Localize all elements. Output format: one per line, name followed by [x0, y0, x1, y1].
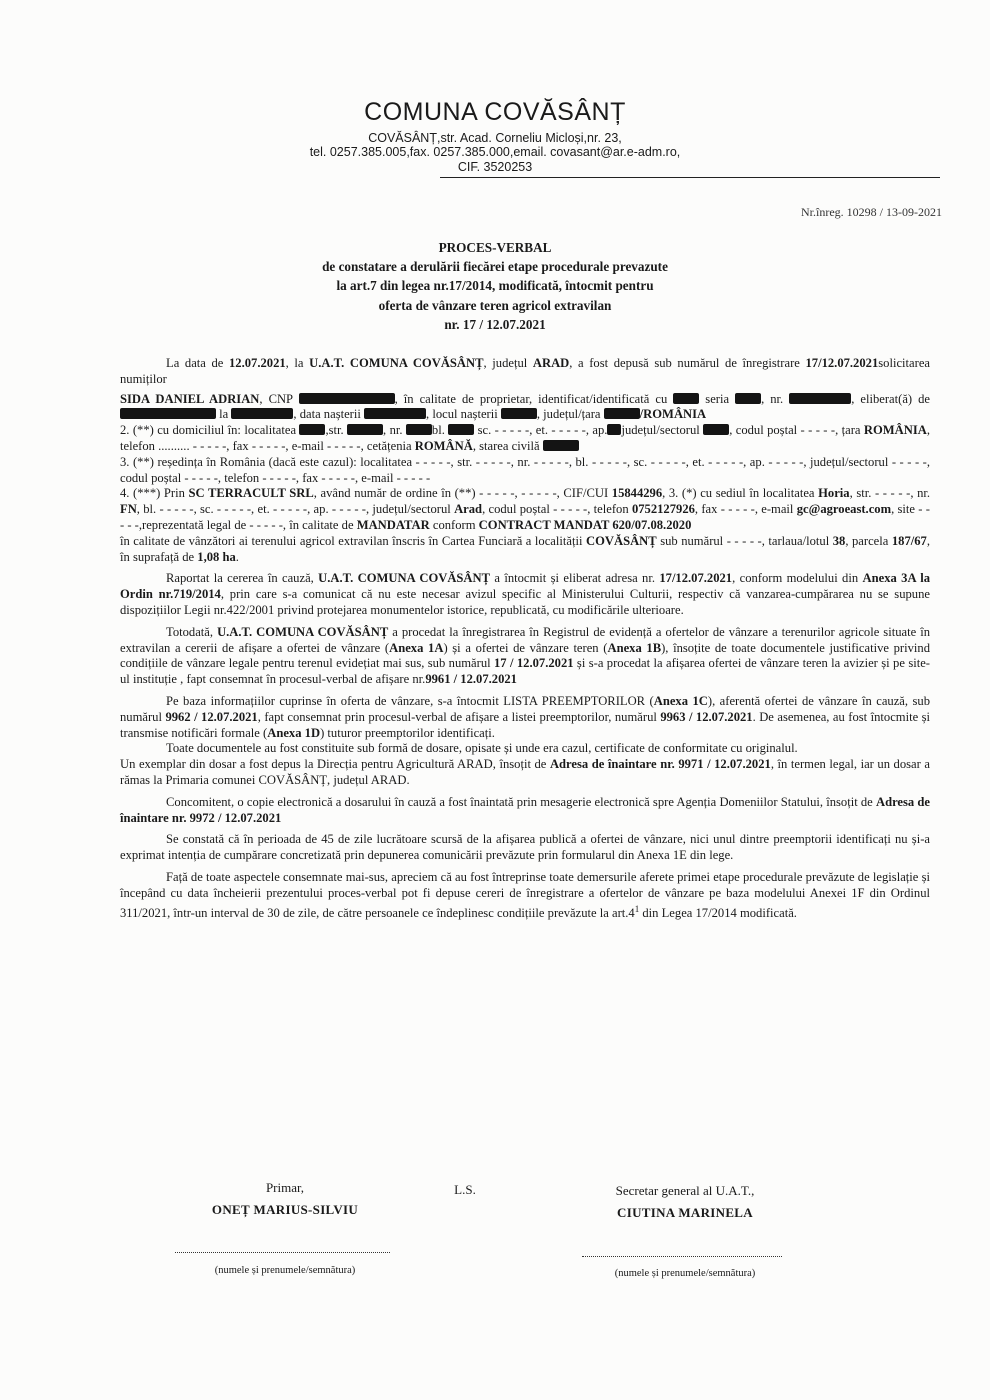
secretary-signature-block — [580, 1183, 790, 1221]
redaction-block — [604, 408, 640, 419]
registration-number: Nr.înreg. 10298 / 13-09-2021 — [801, 205, 942, 219]
redaction-block — [543, 440, 579, 451]
seal-placeholder: L.S. — [454, 1182, 476, 1197]
redaction-block — [299, 424, 325, 435]
paragraph-preemptors: Pe baza informațiilor cuprinse în oferta de vânzare, s-a întocmit LISTA PREEMPTORILOR (Anexa 1C), aferentă ofertei de vânzare în cauză, sub numărul 9962 / 12.07.2021, fapt consemnat prin procesul-verbal de afișare a listei preemptorilor, numărul 9963 / 12.07.2021. De asemenea, au fost întocmite și transmise notificări formale (Anexa 1D) tuturor preemptorilor identificați. — [120, 693, 931, 740]
redaction-block — [735, 393, 761, 404]
title-line-1: PROCES-VERBAL — [438, 240, 552, 255]
paragraph-land: în calitate de vânzători ai terenului agricol extravilan înscris în Cartea Funciară a localității COVĂSÂNȚ sub numărul - - - - -, tarlaua/lotul 38, parcela 187/67, în suprafață de 1,08 ha. — [120, 533, 931, 564]
document-title — [0, 238, 990, 334]
paragraph-registration: Totodată, U.A.T. COMUNA COVĂSÂNȚ a procedat la înregistrarea în Registrul de evidență a ofertelor de vânzare a terenurilor agricole situate în extravilan a cererii de afișare a ofertei de vânzare (Anexa 1A) și a ofertei de vânzare teren (Anexa 1B), însoțite de toate documentele justificative privind condițiile de vânzare legale pentru terenul evidețiat mai sus, sub numărul 17 / 12.07.2021 și s-a procedat la afișarea ofertei de vânzare teren la avizier și pe site-ul instituție , fapt consemnat în procesul-verbal de afișare nr.9961 / 12.07.2021 — [120, 624, 930, 687]
redaction-block — [347, 424, 383, 435]
redaction-block — [406, 424, 432, 435]
redaction-block — [364, 408, 426, 419]
commune-name: COMUNA COVĂSÂNȚ — [364, 98, 626, 126]
redaction-block — [501, 408, 537, 419]
paragraph-finding: Se constată că în perioada de 45 de zile lucrătoare scursă de la afișarea publică a ofertei de vânzare, nici unul dintre preemptorii identificați nu și-a exprimat intenția de cumpărare concretizată prin depunerea comunicării prevăzute prin formularul din Anexa 1E din lege. — [120, 832, 930, 863]
redaction-block — [448, 424, 474, 435]
paragraph-residence: 3. (**) reședința în România (dacă este cazul): localitatea - - - - -, str. - - - - -, nr. - - - - -, bl. - - - - -, sc. - - - - -, et. - - - - -, ap. - - - - -, județul/sectorul - - - - -, codul poștal - - - - -, telefon - - - - -, fax - - - - -, e-mail - - - - - — [120, 454, 930, 485]
paragraph-seller: SIDA DANIEL ADRIAN, CNP , în calitate de proprietar, identificat/identificată cu seria , nr. , eliberat(ă) de la , data nașterii , locul nașterii , județul/țara /ROMÂNIA — [120, 391, 931, 422]
mayor-signature-block — [175, 1180, 395, 1218]
title-line-2: de constatare a derulării fiecărei etape procedurale prevazute — [322, 259, 668, 275]
redaction-block — [607, 424, 621, 435]
redaction-block — [231, 408, 293, 419]
paragraph-representative: 4. (***) Prin SC TERRACULT SRL, având număr de ordine în (**) - - - - -, - - - - -, CIF/CUI 15844296, 3. (*) cu sediul în localitatea Horia, str. - - - - -, nr. FN, bl. - - - - -, sc. - - - - -, et. - - - - -, ap. - - - - -, județul/sectorul Arad, codul poștal - - - - -, telefon 0752127926, fax - - - - -, e-mail gc@agroeast.com, site - - - - -,reprezentată legal de - - - - -, în calitate de MANDATAR conform CONTRACT MANDAT 620/07.08.2020 — [120, 486, 931, 532]
title-line-5: nr. 17 / 12.07.2021 — [444, 316, 546, 332]
redaction-block — [120, 408, 216, 419]
mayor-signature-line — [175, 1252, 390, 1253]
mayor-role: Primar, — [265, 1180, 305, 1195]
mayor-caption: (numele și prenumele/semnătura) — [214, 1265, 356, 1276]
document-body — [120, 356, 930, 921]
contact-line: tel. 0257.385.005,fax. 0257.385.000,email. covasant@ar.e-adm.ro, — [309, 145, 681, 159]
mayor-name: ONEȚ MARIUS-SILVIU — [211, 1202, 359, 1217]
paragraph-electronic: Concomitent, o copie electronică a dosarului în cauză a fost înaintată prin mesagerie electronică spre Agenția Domeniilor Statului, însoțit de Adresa de înaintare nr. 9972 / 12.07.2021 — [120, 794, 930, 825]
title-line-4: oferta de vânzare teren agricol extravilan — [378, 297, 612, 313]
paragraph-conclusion: Față de toate aspectele consemnate mai-sus, apreciem că au fost întreprinse toate demersurile aferete primei etape procedurale prevăzute de legislație și începând cu data încheierii prezentului proces-verbal pot fi depuse cereri de înregistrare a ofertelor de vânzare pe baza modelului Anexei 1F din Ordinul 311/2021, într-un interval de 30 de zile, de către persoanele ce îndeplinesc condițiile prevăzute la $art.4^1$ din Legea 17/2014 modificată. — [120, 869, 930, 920]
redaction-block — [703, 424, 729, 435]
paragraph-culture-ministry: Raportat la cererea în cauză, U.A.T. COMUNA COVĂSÂNȚ a întocmit și eliberat adresa nr. 17/12.07.2021, conform modelului din Anexa 3A la Ordin nr.719/2014, prin care s-a comunicat că nu este necesar avizul specific al Ministerului Culturii, respectiv că vanzarea-cumpărarea nu se supune dispozițiilor Legii nr.422/2001 privind protejarea monumentelor istorice, republicată, cu modificările ulterioare. — [120, 571, 930, 617]
secretary-name: CIUTINA MARINELA — [617, 1205, 753, 1220]
title-line-3: la art.7 din legea nr.17/2014, modificată, întocmit pentru — [336, 278, 654, 294]
paragraph-intro: La data de 12.07.2021, la U.A.T. COMUNA COVĂSÂNȚ, județul ARAD, a fost depusă sub numărul de înregistrare 17/12.07.2021solicitarea numiților — [120, 356, 930, 386]
cif-line: CIF. 3520253 — [457, 160, 533, 174]
secretary-caption: (numele și prenumele/semnătura) — [614, 1268, 756, 1279]
redaction-block — [299, 393, 395, 404]
paragraph-deposit: Un exemplar din dosar a fost depus la Direcția pentru Agricultură ARAD, însoțit de Adresa de înaintare nr. 9971 / 12.07.2021, în termen legal, iar un dosar a rămas la Primaria comunei COVĂSÂNȚ, județul ARAD. — [120, 757, 930, 787]
paragraph-documents: Toate documentele au fost constituite sub formă de dosare, opisate și unde era cazul, certificate de conformitate cu originalul. — [166, 741, 798, 756]
secretary-role: Secretar general al U.A.T., — [615, 1183, 755, 1198]
redaction-block — [673, 393, 699, 404]
paragraph-domicile: 2. (**) cu domiciliul în: localitatea ,str. , nr. bl. sc. - - - - -, et. - - - - -, ap. județul/sectorul , codul poștal - - - - -, țara ROMÂNIA, telefon .......... - - - - -, fax - - - - -, e-mail - - - - -, cetățenia ROMÂNĂ, starea civilă — [120, 423, 931, 453]
redaction-block — [789, 393, 851, 404]
address-line: COVĂSÂNȚ,str. Acad. Corneliu Micloși,nr. 23, — [368, 131, 622, 145]
header-rule — [440, 177, 940, 178]
secretary-signature-line — [582, 1256, 782, 1257]
